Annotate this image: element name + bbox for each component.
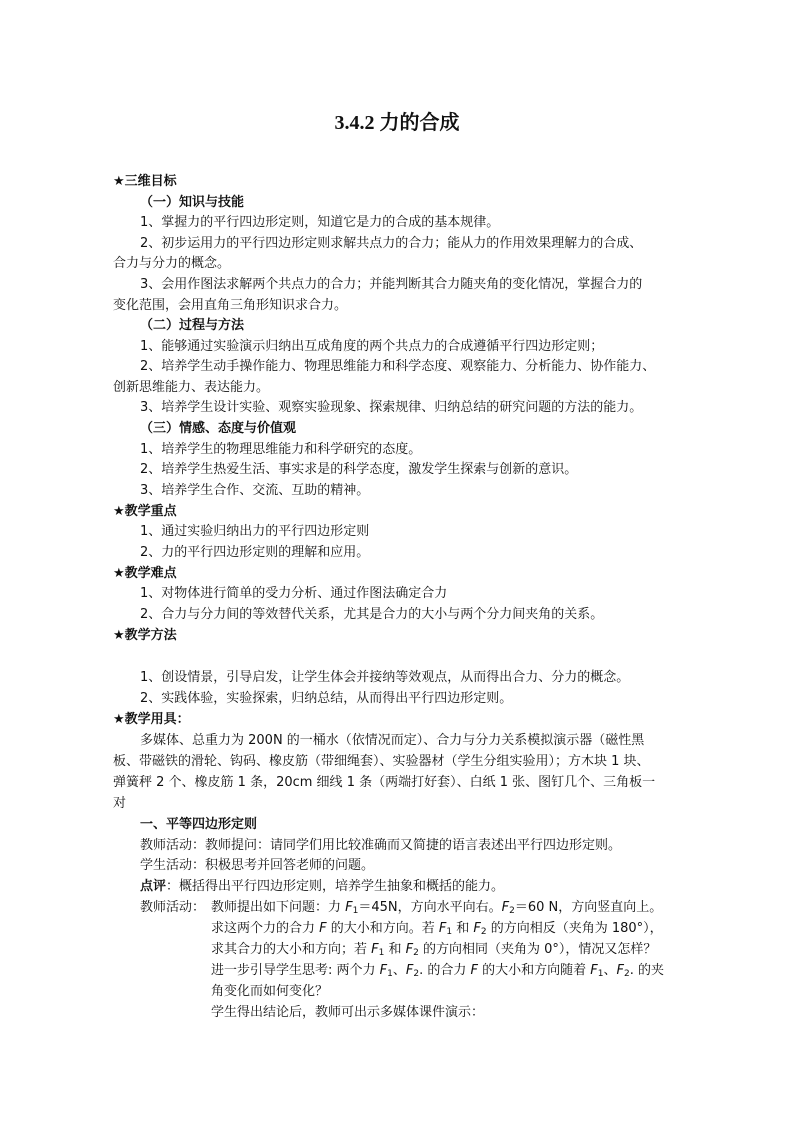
attitude-item-3: 3、培养学生合作、交流、互助的精神。 [140, 483, 370, 498]
tools-line-4: 对 [113, 796, 127, 811]
tools-line-1: 多媒体、总重力为 200N 的一桶水（依情况而定）、合力与分力关系模拟演示器（磁性黑 [140, 733, 645, 748]
attitude-item-1: 1、培养学生的物理思维能力和科学研究的态度。 [140, 442, 422, 457]
subscript: 2 [413, 969, 420, 979]
section-heading-key-points: ★教学重点 [113, 504, 177, 519]
subscript: 2 [413, 948, 419, 958]
knowledge-item-1: 1、掌握力的平行四边形定则，知道它是力的合成的基本规律。 [140, 215, 500, 230]
problem-text: 求这两个力的合力 [211, 921, 320, 936]
force-symbol: F [473, 921, 481, 936]
problem-line-1 [211, 898, 662, 918]
force-symbol: F [590, 963, 598, 978]
problem-text: . 的夹 [629, 963, 664, 978]
subscript: 1 [446, 927, 453, 937]
page-title: 3.4.2 力的合成 [334, 112, 460, 134]
subheading-attitude: （三）情感、态度与价值观 [140, 421, 297, 436]
section-heading-tools: ★教学用具： [113, 712, 190, 727]
comment-label: 点评 [140, 879, 167, 894]
problem-text: 的大小和方向随着 [478, 963, 591, 978]
problem-text: 的方向相反（夹角为 180°）， [486, 921, 663, 936]
process-item-2-line2: 创新思维能力、表达能力。 [113, 380, 270, 395]
problem-text: ＝45N，方向水平向右。 [358, 900, 502, 915]
key-point-2: 2、力的平行四边形定则的理解和应用。 [140, 545, 370, 560]
problem-text: ＝60 N，方向竖直向上。 [514, 900, 663, 915]
section-heading-difficulties: ★教学难点 [113, 566, 177, 581]
force-symbol: F [319, 921, 327, 936]
tools-line-3: 弹簧秤 2 个、橡皮筋 1 条，20cm 细线 1 条（两端打好套）、白纸 1 张、图钉几个、三角板一 [113, 775, 656, 790]
tools-line-2: 板、带磁铁的滑轮、钩码、橡皮筋（带细绳套）、实验器材（学生分组实验用）；方木块 1 块、 [113, 754, 650, 769]
problem-text: 和 [452, 921, 474, 936]
part-heading-parallelogram: 一、平等四边形定则 [140, 817, 258, 832]
force-symbol: F [405, 963, 414, 978]
problem-line-3 [211, 940, 656, 960]
force-symbol: F [371, 942, 379, 957]
problem-text: 教师提出如下问题：力 [211, 900, 346, 915]
teacher-activity-label: 教师活动： [140, 900, 206, 915]
problem-line-2 [211, 919, 663, 939]
attitude-item-2: 2、培养学生热爱生活、事实求是的科学态度，激发学生探索与创新的意识。 [140, 462, 578, 477]
method-2: 2、实践体验，实验探索，归纳总结，从而得出平行四边形定则。 [140, 691, 513, 706]
force-symbol: F [379, 963, 388, 978]
difficulty-1: 1、对物体进行简单的受力分析、通过作图法确定合力 [140, 586, 448, 601]
subscript: 2 [480, 927, 487, 937]
problem-text: 和 [384, 942, 406, 957]
subscript: 1 [387, 969, 393, 979]
force-symbol: F [405, 942, 414, 957]
problem-text: . 的合力 [419, 963, 471, 978]
subscript: 1 [378, 948, 385, 958]
difficulty-2: 2、合力与分力间的等效替代关系，尤其是合力的大小与两个分力间夹角的关系。 [140, 607, 604, 622]
subscript: 2 [623, 969, 630, 979]
problem-line-6: 学生得出结论后，教师可出示多媒体课件演示： [211, 1005, 485, 1020]
knowledge-item-3-line1: 3、会用作图法求解两个共点力的合力；并能判断其合力随夹角的变化情况，掌握合力的 [140, 277, 643, 292]
method-1: 1、创设情景，引导启发，让学生体会并接纳等效观点，从而得出合力、分力的概念。 [140, 670, 630, 685]
problem-text: 、 [603, 963, 617, 978]
force-symbol: F [501, 900, 510, 915]
activity-student: 学生活动：积极思考并回答老师的问题。 [140, 858, 375, 873]
process-item-2-line1: 2、培养学生动手操作能力、物理思维能力和科学态度、观察能力、分析能力、协作能力、 [140, 359, 656, 374]
problem-text: 、 [392, 963, 406, 978]
problem-text: 的方向相同（夹角为 0°），情况又怎样？ [418, 942, 657, 957]
subscript: 2 [509, 906, 515, 916]
problem-text: 的大小和方向。若 [326, 921, 439, 936]
force-symbol: F [438, 921, 447, 936]
subheading-knowledge: （一）知识与技能 [140, 195, 245, 210]
knowledge-item-2-line1: 2、初步运用力的平行四边形定则求解共点力的合力；能从力的作用效果理解力的合成、 [140, 236, 643, 251]
problem-text: 进一步引导学生思考: 两个力 [211, 963, 380, 978]
knowledge-item-2-line2: 合力与分力的概念。 [113, 256, 231, 271]
force-symbol: F [616, 963, 624, 978]
problem-line-5: 角变化而如何变化？ [211, 984, 329, 999]
section-heading-methods: ★教学方法 [113, 628, 177, 643]
process-item-3: 3、培养学生设计实验、观察实验现象、探索规律、归纳总结的研究问题的方法的能力。 [140, 400, 643, 415]
problem-line-4 [211, 961, 664, 981]
subscript: 1 [352, 906, 359, 916]
key-point-1: 1、通过实验归纳出力的平行四边形定则 [140, 524, 370, 539]
process-item-1: 1、能够通过实验演示归纳出互成角度的两个共点力的合成遵循平行四边形定则； [140, 339, 604, 354]
subscript: 1 [597, 969, 604, 979]
force-symbol: F [470, 963, 478, 978]
knowledge-item-3-line2: 变化范围，会用直角三角形知识求合力。 [113, 298, 348, 313]
activity-teacher-question: 教师活动：教师提问：请同学们用比较准确而又简捷的语言表述出平行四边形定则。 [140, 838, 622, 853]
section-heading-goals: ★三维目标 [113, 174, 177, 189]
comment-text: ：概括得出平行四边形定则，培养学生抽象和概括的能力。 [166, 879, 505, 894]
activity-comment [140, 877, 504, 897]
force-symbol: F [345, 900, 353, 915]
problem-text: 求其合力的大小和方向；若 [211, 942, 372, 957]
subheading-process: （二）过程与方法 [140, 318, 245, 333]
